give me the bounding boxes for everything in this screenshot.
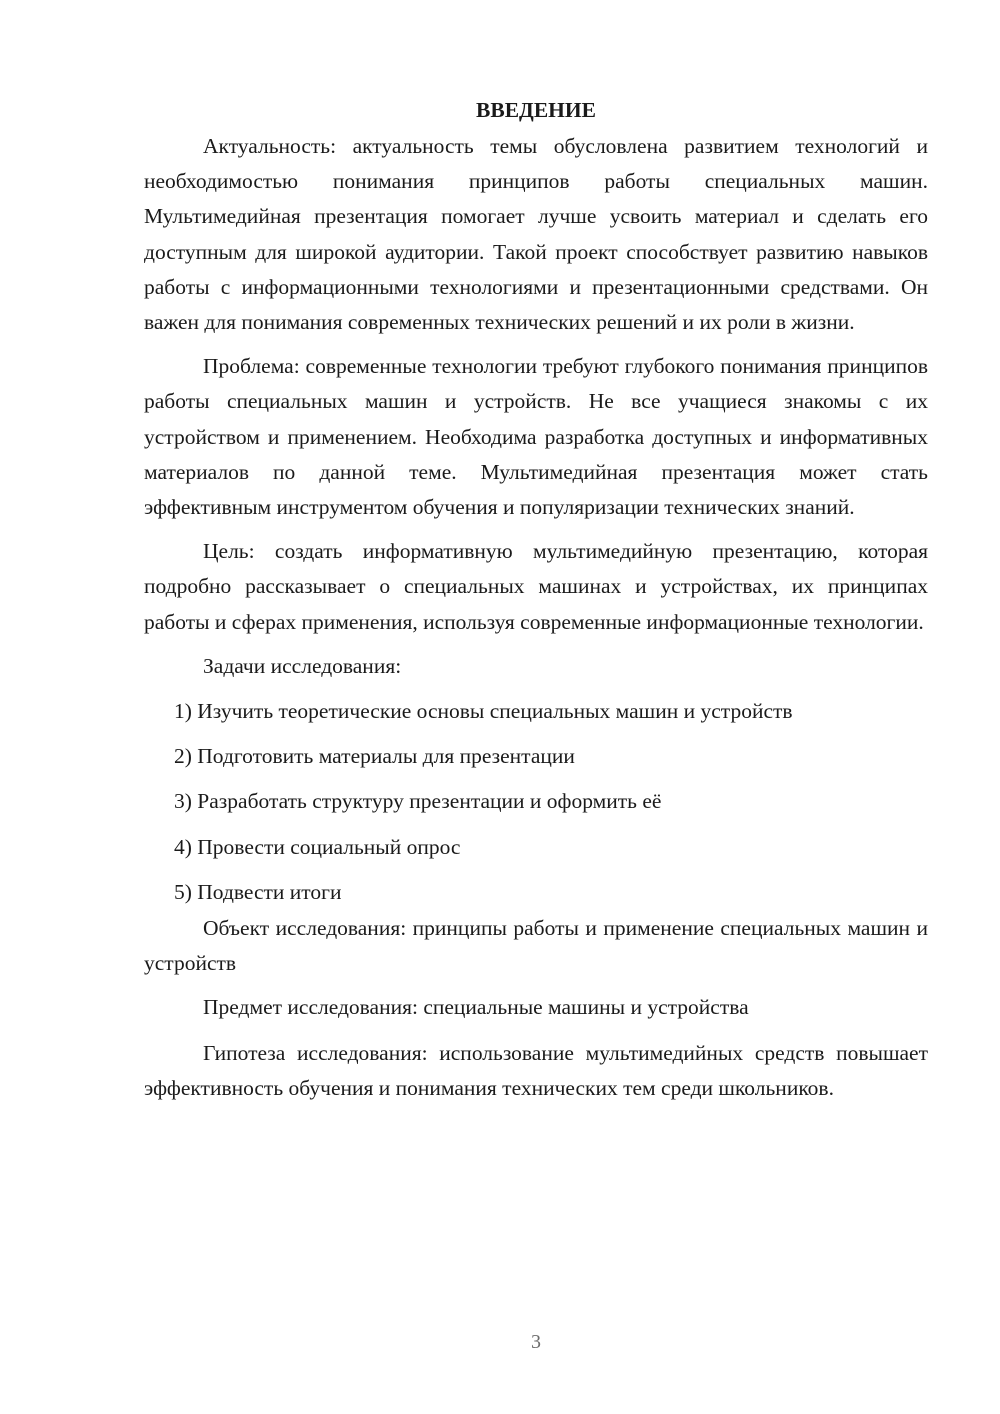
paragraph-subject: Предмет исследования: специальные машины и устройства bbox=[203, 995, 749, 1020]
paragraph-hypothesis: Гипотеза исследования: использование мультимедийных средств повышает эффективность обучения и понимания технических тем среди школьников. bbox=[144, 1040, 928, 1100]
list-item: 2) Подготовить материалы для презентации bbox=[174, 744, 575, 769]
list-item: 4) Провести социальный опрос bbox=[174, 834, 461, 859]
task-list bbox=[144, 694, 928, 910]
page-number: 3 bbox=[531, 1331, 541, 1353]
page-content bbox=[144, 93, 928, 1115]
list-item: 5) Подвести итоги bbox=[174, 879, 342, 904]
page-title: ВВЕДЕНИЕ bbox=[476, 98, 596, 122]
paragraph-problem: Проблема: современные технологии требуют глубокого понимания принципов работы специальных машин и устройств. Не все учащиеся знакомы с их устройством и применением. Необходима разработка доступных и информативных материалов по данной теме. Мультимедийная презентация может стать эффективным инструментом обучения и популяризации технических знаний. bbox=[144, 354, 928, 520]
paragraph-object: Объект исследования: принципы работы и применение специальных машин и устройств bbox=[144, 916, 928, 976]
list-item: 1) Изучить теоретические основы специальных машин и устройств bbox=[174, 699, 793, 724]
list-item: 3) Разработать структуру презентации и оформить её bbox=[174, 789, 662, 814]
paragraph-relevance: Актуальность: актуальность темы обусловлена развитием технологий и необходимостью понимания принципов работы специальных машин. Мультимедийная презентация помогает лучше усвоить материал и сделать его доступным для широкой аудитории. Такой проект способствует развитию навыков работы с информационными технологиями и презентационными средствами. Он важен для понимания современных технических решений и их роли в жизни. bbox=[144, 134, 928, 335]
tasks-heading: Задачи исследования: bbox=[203, 653, 402, 678]
paragraph-goal: Цель: создать информативную мультимедийную презентацию, которая подробно рассказывает о специальных машинах и устройствах, их принципах работы и сферах применения, используя современные информационные технологии. bbox=[144, 539, 928, 634]
